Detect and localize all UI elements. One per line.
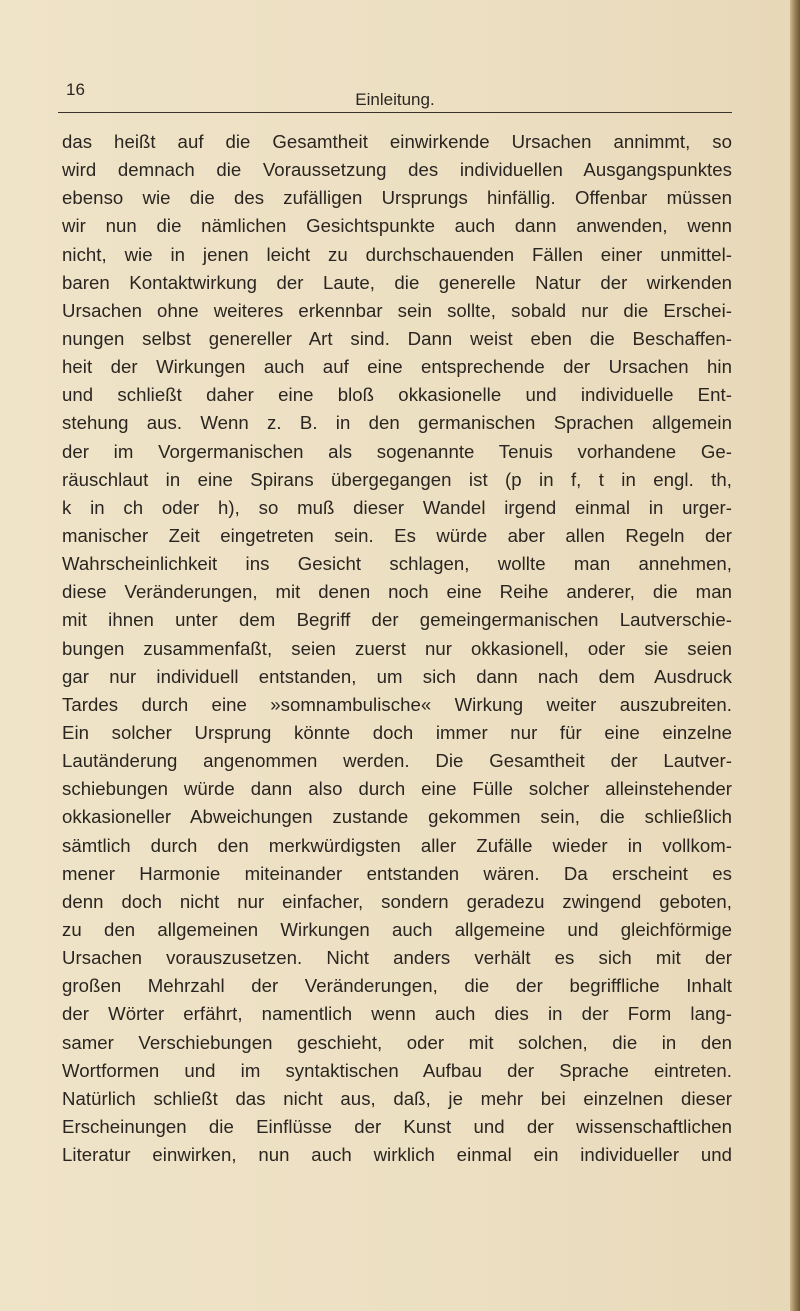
body-text: [62, 128, 732, 1169]
text-line: Lautänderung angenommen werden. Die Gesamtheit der Lautver-: [62, 750, 732, 772]
text-line: Ursachen ohne weiteres erkennbar sein sollte, sobald nur die Erschei-: [62, 299, 732, 321]
text-line: Tardes durch eine »somnambulische« Wirkung weiter auszubreiten.: [62, 693, 732, 715]
page-number: 16: [66, 80, 85, 99]
text-line: räuschlaut in eine Spirans übergegangen ist (p in f, t in engl. th,: [62, 468, 732, 490]
page-header: [58, 82, 732, 112]
text-line: großen Mehrzahl der Veränderungen, die der begriffliche Inhalt: [62, 975, 732, 997]
text-line: der im Vorgermanischen als sogenannte Tenuis vorhandene Ge-: [62, 440, 732, 462]
text-line: schiebungen würde dann also durch eine Fülle solcher alleinstehender: [62, 778, 732, 800]
text-line: mit ihnen unter dem Begriff der gemeingermanischen Lautverschie-: [62, 609, 732, 631]
text-line: der Wörter erfährt, namentlich wenn auch dies in der Form lang-: [62, 1003, 732, 1025]
text-line: stehung aus. Wenn z. B. in den germanischen Sprachen allgemein: [62, 412, 732, 434]
text-line: diese Veränderungen, mit denen noch eine Reihe anderer, die man: [62, 581, 732, 603]
text-line: Erscheinungen die Einflüsse der Kunst und der wissenschaftlichen: [62, 1115, 732, 1137]
text-line: sämtlich durch den merkwürdigsten aller Zufälle wieder in vollkom-: [62, 834, 732, 856]
text-line: mener Harmonie miteinander entstanden wären. Da erscheint es: [62, 862, 732, 884]
text-line: und schließt daher eine bloß okkasionelle und individuelle Ent-: [62, 384, 732, 406]
text-line: nungen selbst genereller Art sind. Dann weist eben die Beschaffen-: [62, 327, 732, 349]
text-line: wird demnach die Voraussetzung des individuellen Ausgangspunktes: [62, 159, 732, 181]
text-line: bungen zusammenfaßt, seien zuerst nur okkasionell, oder sie seien: [62, 637, 732, 659]
text-line: Literatur einwirken, nun auch wirklich einmal ein individueller und: [62, 1144, 732, 1166]
text-line: gar nur individuell entstanden, um sich dann nach dem Ausdruck: [62, 665, 732, 687]
text-line: manischer Zeit eingetreten sein. Es würde aber allen Regeln der: [62, 524, 732, 546]
text-line: baren Kontaktwirkung der Laute, die generelle Natur der wirkenden: [62, 271, 732, 293]
text-line: Ein solcher Ursprung könnte doch immer nur für eine einzelne: [62, 721, 732, 743]
text-line: denn doch nicht nur einfacher, sondern geradezu zwingend geboten,: [62, 890, 732, 912]
text-line: Wahrscheinlichkeit ins Gesicht schlagen, wollte man annehmen,: [62, 553, 732, 575]
header-rule: [58, 112, 732, 113]
text-line: heit der Wirkungen auch auf eine entsprechende der Ursachen hin: [62, 356, 732, 378]
text-line: Natürlich schließt das nicht aus, daß, je mehr bei einzelnen dieser: [62, 1087, 732, 1109]
text-line: nicht, wie in jenen leicht zu durchschauenden Fällen einer unmittel-: [62, 243, 732, 265]
text-line: das heißt auf die Gesamtheit einwirkende Ursachen annimmt, so: [62, 131, 732, 152]
text-line: Ursachen vorauszusetzen. Nicht anders verhält es sich mit der: [62, 947, 732, 969]
text-line: okkasioneller Abweichungen zustande gekommen sein, die schließlich: [62, 806, 732, 828]
text-line: ebenso wie die des zufälligen Ursprungs hinfällig. Offenbar müssen: [62, 187, 732, 209]
running-head: Einleitung.: [355, 90, 435, 109]
text-line: k in ch oder h), so muß dieser Wandel irgend einmal in urger-: [62, 496, 732, 518]
page-edge-shadow: [790, 0, 800, 1311]
text-line: samer Verschiebungen geschieht, oder mit solchen, die in den: [62, 1031, 732, 1053]
text-line: zu den allgemeinen Wirkungen auch allgemeine und gleichförmige: [62, 918, 732, 940]
text-line: Wortformen und im syntaktischen Aufbau der Sprache eintreten.: [62, 1059, 732, 1081]
text-line: wir nun die nämlichen Gesichtspunkte auch dann anwenden, wenn: [62, 215, 732, 237]
